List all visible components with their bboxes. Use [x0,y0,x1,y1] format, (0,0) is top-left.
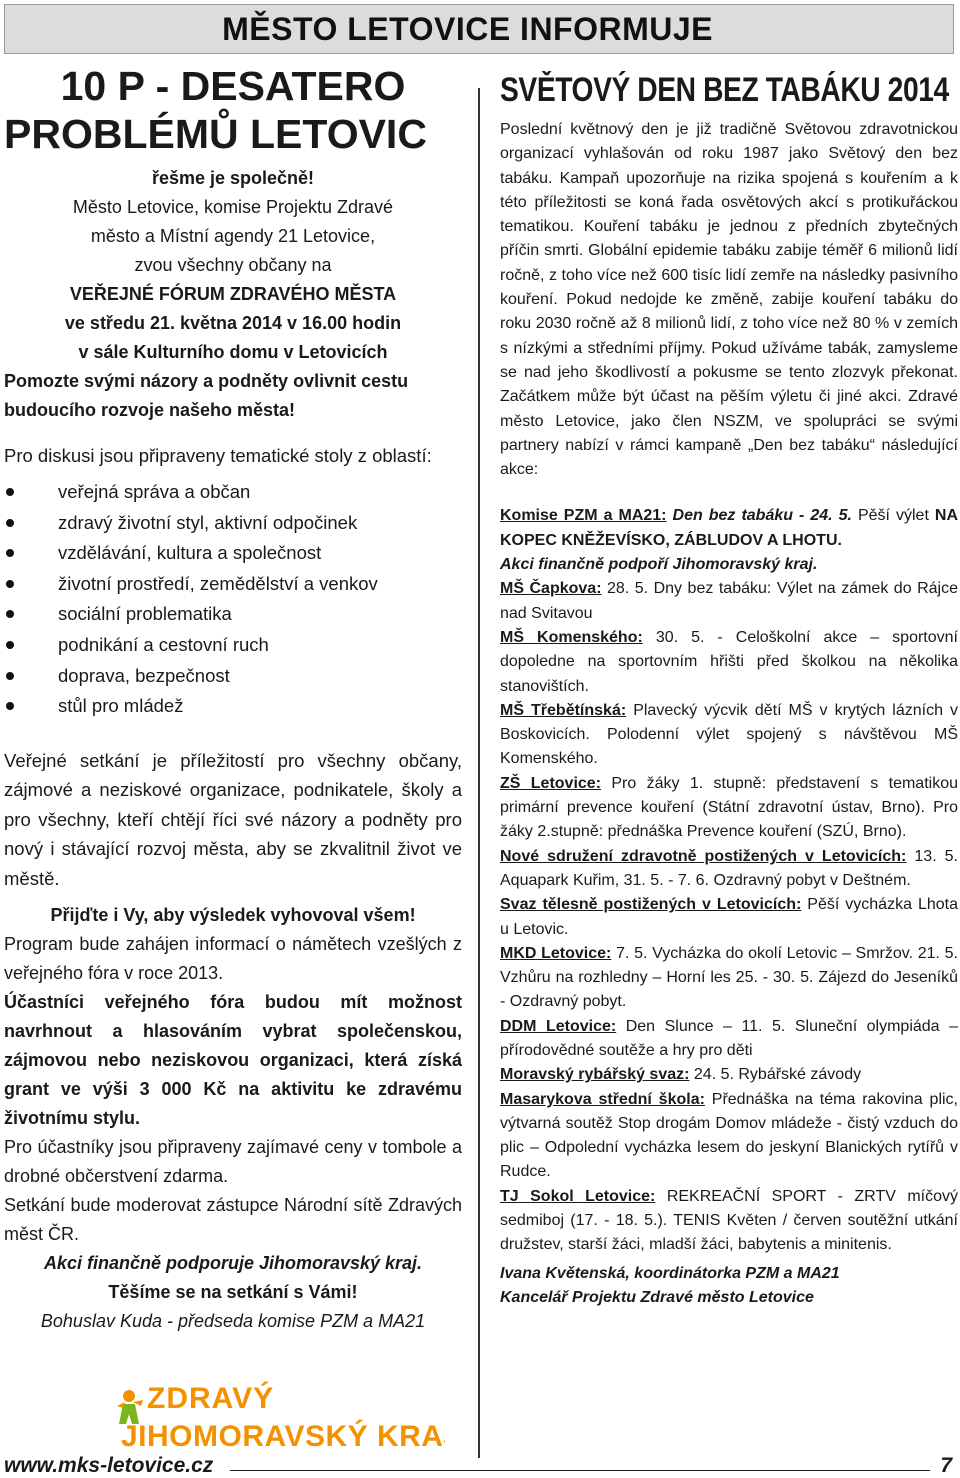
tobacco-title: SVĚTOVÝ DEN BEZ TABÁKU 2014 [500,71,949,109]
event-text: REKREAČNÍ SPORT - ZRTV míčový sedmiboj (17. - 18. 5.). TENIS Květen / červen soutěžní utkání družstev, starší žáci, mladší žáci, babytenis a minitenis. [500,1187,958,1254]
column-divider [478,88,480,1458]
event-item [500,1063,958,1087]
looking-forward-line: Těšíme se na setkání s Vámi! [108,1282,358,1303]
event-org: DDM Letovice: [500,1017,617,1035]
public-paragraph: Veřejné setkání je příležitostí pro všechny občany, zájmové a neziskové organizace, podnikatele, školy a pro všechny, kteří chtějí říci své názory a podněty pro nový i stávající rozvoj města, aby se zkvalitnil život ve městě. [4,749,462,889]
signature-line: Bohuslav Kuda - předseda komise PZM a MA21 [40,1311,426,1332]
event-text: 7. 5. Vycházka do okolí Letovic – Smržov. 21. 5. Vzhůru na rozhledny – Horní les 25. - 30. 5. Zájezd do Jeseníků - Ozdravný pobyt. [500,944,959,1011]
event-item [500,893,958,942]
event-text: Přednáška na téma rakovina plic, výtvarná soutěž Stop drogám Domov mládeže - čistý vzduch do plic – Odpolední vycházka lesem do jeskyní Blanických rytířů v Rudce. [500,1090,959,1181]
event-text: 30. 5. - Celoškolní akce – sportovní dopoledne na sportovním hřišti před školkou na několika stanovištích. [500,628,958,695]
participants-paragraph: Účastníci veřejného fóra budou mít možnost navrhnout a hlasováním vybrat společenskou, zájmovou nebo neziskovou organizaci, která získá grant ve výši 3 000 Kč na aktivitu ke zdravému životnímu stylu. [4,992,462,1129]
event-item [500,1088,958,1185]
topic-item: doprava, bezpečnost [4,661,462,692]
forum-title [4,62,462,158]
event-item [500,577,958,626]
topic-item: stůl pro mládež [4,691,462,722]
topic-item: vzdělávání, kultura a společnost [4,538,462,569]
topic-item: zdravý životní styl, aktivní odpočinek [4,508,462,539]
logo-graphic [115,1378,445,1454]
event-item [500,1185,958,1258]
moderator-paragraph: Setkání bude moderovat zástupce Národní sítě Zdravých měst ČR. [4,1195,462,1245]
topics-list [4,477,462,722]
invite-line: VEŘEJNÉ FÓRUM ZDRAVÉHO MĚSTA [69,284,397,304]
footer-rule [230,1470,930,1471]
coordinator-signature: Ivana Květenská, koordinátorka PZM a MA21 [500,1264,840,1282]
topic-item: veřejná správa a občan [4,477,462,508]
event-bold: NA KOPEC KNĚŽEVÍSKO, ZÁBLUDOV A LHOTU. [500,507,959,549]
topic-item: sociální problematika [4,599,462,630]
event-item [500,845,958,894]
page-number: 7 [940,1454,952,1477]
event-text: Plavecký výcvik dětí MŠ v krytých lázních v Boskovicích. Polodenní výlet spojený s návštěvou MŠ Komenského. [500,701,958,768]
logo-figure-icon [117,1390,143,1424]
event-item [500,626,958,699]
event-list [500,504,958,1257]
zdravy-jihomoravsky-kraj-logo [115,1378,445,1454]
event-text: Pěší výlet [851,507,935,525]
invite-line: zvou všechny občany na [134,255,332,275]
event-text: Den Slunce – 11. 5. Sluneční olympiáda – přírodovědné soutěže a hry pro děti [500,1017,958,1059]
event-item [500,772,958,845]
left-column [4,62,462,1336]
forum-subtitle: řešme je společně! [151,168,315,188]
event-item [500,699,958,772]
event-org: Svaz tělesně postižených v Letovicích: [500,896,802,914]
header-title: MĚSTO LETOVICE INFORMUJE [222,11,713,47]
event-org: MKD Letovice: [500,944,612,962]
forum-title-line2: PROBLÉMŮ LETOVIC [4,111,427,157]
footer-url[interactable]: www.mks-letovice.cz [4,1454,214,1477]
event-extra: Akci finančně podpoří Jihomoravský kraj. [500,556,818,574]
event-item [500,942,958,1015]
help-line: Pomozte svými názory a podněty ovlivnit cestu [4,371,409,391]
logo-line1: ZDRAVÝ [147,1382,275,1415]
event-text: Pro žáky 1. stupně: představení s tematikou primární prevence kouření (Státní zdravotní ústav, Brno). Pro žáky 2.stupně: přednáška Prevence kouření (SZÚ, Brno). [500,774,958,841]
event-text: Pěší vycházka Lhota u Letovic. [500,896,958,938]
event-org: TJ Sokol Letovice: [500,1187,656,1205]
event-item [500,1015,958,1064]
event-text: 28. 5. Dny bez tabáku: Výlet na zámek do Rájce nad Svitavou [500,580,959,622]
program-paragraph: Program bude zahájen informací o námětech vzešlých z veřejného fóra v roce 2013. [4,934,462,984]
event-org: MŠ Čapkova: [500,580,602,598]
come-line: Přijďte i Vy, aby výsledek vyhovoval všem! [50,905,416,926]
funding-line: Akci finančně podporuje Jihomoravský kraj. [43,1253,423,1274]
topic-item: životní prostředí, zemědělství a venkov [4,569,462,600]
event-org: Masarykova střední škola: [500,1090,705,1108]
event-org: MŠ Komenského: [500,628,643,646]
invite-line: ve středu 21. května 2014 v 16.00 hodin [64,313,402,333]
event-org: Nové sdružení zdravotně postižených v Letovicích: [500,847,907,865]
invite-line: město a Místní agendy 21 Letovice, [90,226,376,246]
event-org: MŠ Třebětínská: [500,701,627,719]
page-header [4,4,954,54]
help-line: budoucího rozvoje našeho města! [4,400,296,420]
forum-invitation [4,193,462,367]
event-org: Komise PZM a MA21: [500,507,667,525]
event-text: 13. 5. Aquapark Kuřim, 31. 5. - 7. 6. Ozdravný pobyt v Deštném. [500,847,959,889]
logo-line2: JIHOMORAVSKÝ KRAJ [121,1420,445,1453]
event-org: ZŠ Letovice: [500,774,602,792]
event-item [500,504,958,577]
event-text: 24. 5. Rybářské závody [689,1066,862,1084]
right-column [500,70,958,1310]
invite-line: v sále Kulturního domu v Letovicích [78,342,388,362]
invite-line: Město Letovice, komise Projektu Zdravé [72,197,394,217]
office-signature: Kancelář Projektu Zdravé město Letovice [500,1288,814,1306]
event-org: Moravský rybářský svaz: [500,1066,690,1084]
event-lead: Den bez tabáku - 24. 5. [666,507,852,525]
prizes-paragraph: Pro účastníky jsou připraveny zajímavé ceny v tombole a drobné občerstvení zdarma. [4,1137,462,1187]
topic-item: podnikání a cestovní ruch [4,630,462,661]
forum-title-line1: 10 P - DESATERO [60,63,406,109]
topics-intro: Pro diskusi jsou připraveny tematické stoly z oblastí: [4,445,432,466]
tobacco-intro: Poslední květnový den je již tradičně Světovou zdravotnickou organizací vyhlašován od roku 1987 jako Světový den bez tabáku. Kampaň upozorňuje na rizika spojená s kouřením a k této příležitosti se koná řada osvětových akcí s protikuřáckou tematikou. Kouření tabáku je jednou z předních zbytečných příčin smrti. Globální epidemie tabáku zabije téměř 6 milionů lidí ročně, z toho více než 600 tisíc lidí zemře na následky pasivního kouření. Pokud nedojde ke změně, zabije kouření tabáku do roku 2030 ročně až 8 milionů lidí, z toho více než 80 % v zemích s nízkými a středními příjmy. Pokud užíváme tabák, zamysleme se nad jeho škodlivostí a pokusme se tento zlozvyk překonat. Začátkem může být účast na pěším výletu či jiné akci. Zdravé město Letovice, jako člen NSZM, ve spolupráci se svými partnery nabízí v rámci kampaně „Den bez tabáku“ následující akce: [500,121,958,479]
